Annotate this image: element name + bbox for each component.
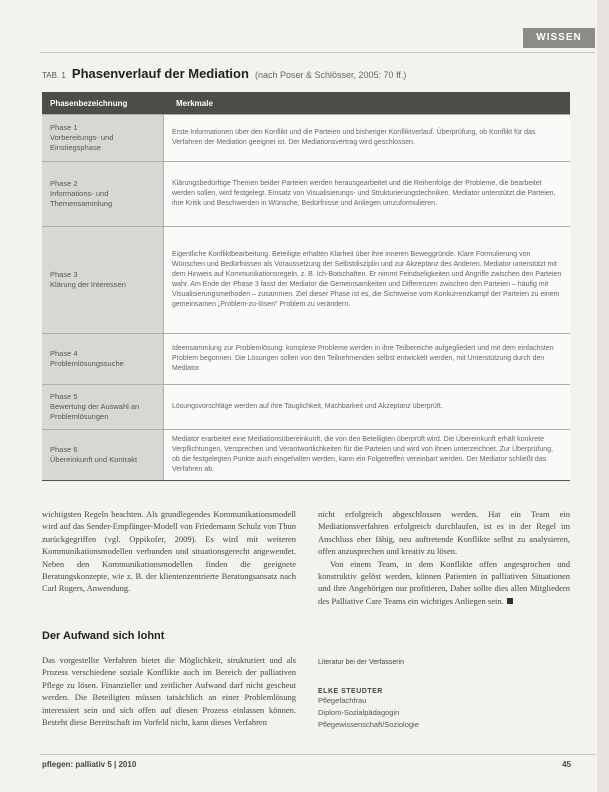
phase-description: Mediator erarbeitet eine Mediationsübereinkunft, die von den Beteiligten überprüft wird. Die Übereinkunft erhält konkrete Verpflichtungen, Versprechen und Verantwortlichkeiten für die Parteien und wird von ihnen unterzeichnet. Zur Überprüfung, ob die festgelegten Punkte auch eingehalten werden, kann ein Folgetreffen vereinbart werden. Der Mediator schließt das Verfahren ab. (163, 430, 570, 480)
phase-table (42, 92, 570, 481)
literature-note: Literatur bei der Verfasserin (318, 659, 404, 666)
table-number: TAB. 1 (42, 71, 66, 80)
phase-label: Bewertung der Auswahl an Problemlösungen (50, 401, 140, 422)
left-column-top (42, 508, 296, 595)
right-column (318, 508, 570, 607)
phase-name-cell (42, 162, 163, 226)
section-subheading: Der Aufwand sich lohnt (42, 630, 165, 642)
phase-name-cell (42, 430, 163, 480)
author-name: ELKE STEUDTER (318, 688, 383, 695)
footer-journal: pflegen: palliativ 5 | 2010 (42, 760, 137, 769)
end-mark-icon (507, 598, 513, 604)
phase-description: Ideensammlung zur Problemlösung: komplexe Probleme werden in ihre Teilbereiche aufgegliedert und mit dem einfachsten Problem begonnen. Die Lösungen sollen von den Teilnehmenden selbst entwickelt werden, mit Unterstützung durch den Mediator. (163, 334, 570, 384)
author-role: Pflegewissenschaft/Soziologie (318, 720, 419, 729)
phase-name-cell (42, 385, 163, 429)
phase-name-cell (42, 227, 163, 333)
phase-number: Phase 6 (50, 444, 78, 454)
column-header-phase: Phasenbezeichnung (50, 98, 128, 108)
body-paragraph: nicht erfolgreich abgeschlossen werden. Hat ein Team ein Mediationsverfahren erfolgreich durchlaufen, ist es in der Regel im Anschluss eher fähig, neu auftretende Konflikte selbst zu analysieren, offen anzusprechen und kreativ zu lösen. (318, 509, 570, 557)
table-title: Phasenverlauf der Mediation (71, 66, 249, 81)
section-tab: WISSEN (523, 28, 595, 48)
phase-label: Problemlösungssuche (50, 359, 124, 368)
table-row (42, 333, 570, 384)
phase-label: Übereinkunft und Kontrakt (50, 455, 138, 464)
phase-description: Lösungsvorschläge werden auf ihre Tauglichkeit, Machbarkeit und Akzeptanz überprüft. (163, 385, 570, 429)
phase-number: Phase 1 (50, 122, 78, 132)
page-number: 45 (562, 760, 571, 769)
left-column-bottom (42, 654, 296, 728)
phase-description: Erste Informationen über den Konflikt und die Parteien und bisheriger Konfliktverlauf. Überprüfung, ob Konflikt für das Verfahren der Mediation geeignet ist. Der Mediationsvertrag wird geschlossen. (163, 115, 570, 161)
table-row (42, 226, 570, 333)
body-paragraph: Von einem Team, in dem Konflikte offen angesprochen und konstruktiv gelöst werden, können Patienten in palliativen Situationen und ihre Angehörigen nur profitieren, Daher sollte dies allen Mitgliedern des Palliative Care Teams ein wichtiges Anliegen sein. (318, 558, 570, 606)
author-role: Diplom-Sozialpädagogin (318, 708, 400, 717)
table-row (42, 114, 570, 161)
phase-label: Vorbereitungs- und Einstiegsphase (50, 132, 114, 153)
table-row (42, 161, 570, 226)
author-role: Pflegefachfrau (318, 696, 367, 705)
table-row (42, 429, 570, 480)
footer-rule (40, 754, 595, 755)
phase-label: Informations- und Themensammlung (50, 188, 113, 209)
phase-name-cell (42, 334, 163, 384)
table-header (42, 92, 570, 114)
column-header-features: Merkmale (176, 98, 213, 108)
phase-number: Phase 3 (50, 269, 78, 279)
table-caption (42, 66, 406, 81)
phase-description: Klärungsbedürftige Themen beider Parteien werden herausgearbeitet und die Reihenfolge der Probleme, die bearbeitet werden sollen, wird festgelegt. Einsatz von Visualisierungs- und Strukturierungstechniken. Mediator unterstützt die Parteien, ihre Kritik und Beschwerden in Wünsche, Bedürfnisse und Anliegen umzuformulieren. (163, 162, 570, 226)
page-edge (597, 0, 609, 792)
phase-number: Phase 4 (50, 348, 78, 358)
phase-name-cell (42, 115, 163, 161)
phase-number: Phase 2 (50, 178, 78, 188)
author-box (318, 659, 568, 731)
body-paragraph: wichtigsten Regeln beachten. Als grundlegendes Kommunikationsmodell wird auf das Sender-Empfänger-Modell von Friedemann Schulz von Thun zurückgegriffen (vgl. Oppikofer, 2009). Es wird mit weiteren Kommunikationsmodellen verbunden und situationsgerecht angewendet. Neben den Kommunikationsmodellen finden die geeignete Beratungskonzepte, wie z. B. der klientenzentrierte Beratungsansatz nach Carl Rogers, Anwendung. (42, 509, 296, 594)
phase-label: Klärung der Interessen (50, 280, 126, 289)
header-rule (40, 52, 595, 53)
table-row (42, 384, 570, 429)
table-source: (nach Poser & Schlösser, 2005: 70 ff.) (254, 70, 407, 80)
body-paragraph: Das vorgestellte Verfahren bietet die Möglichkeit, strukturiert und als Prozess verschiedene soziale Konflikte auch im Bereich der palliativen Pflege zu lösen. Finanzieller und zeitlicher Aufwand darf nicht gescheut werden. Die Beteiligten müssen tatsächlich an einer Problemlösung interessiert sein und sich offen auf diesen Prozess einlassen können. Besteht diese Bereitschaft im Vorfeld nicht, kann dieses Verfahren (42, 655, 296, 728)
phase-number: Phase 5 (50, 391, 78, 401)
phase-description: Eigentliche Konfliktbearbeitung. Beteiligte erhalten Klarheit über ihre inneren Beweggründe. Klare Formulierung von Wünschen und Bedürfnissen als Voraussetzung der Selbstdisziplin und zur Akzeptanz des Anderen. Mediator unterstützt mit dem Hinweis auf Kommunikationsregeln, z. B. Ich-Botschaften. Er nimmt Feindseligkeiten und Angriffe zwischen den Parteien wahr. Am Ende der Phase 3 fasst der Mediator die Gemeinsamkeiten und Differenzen zwischen den Parteien – häufig mit Visualisierungsmethoden – zusammen. Ziel dieser Phase ist es, die Sichtweise vom Konkurrenzkampf der Parteien zu einem gemeinsamen „Problem-zu-lösen“ Problem zu verändern. (163, 227, 570, 333)
